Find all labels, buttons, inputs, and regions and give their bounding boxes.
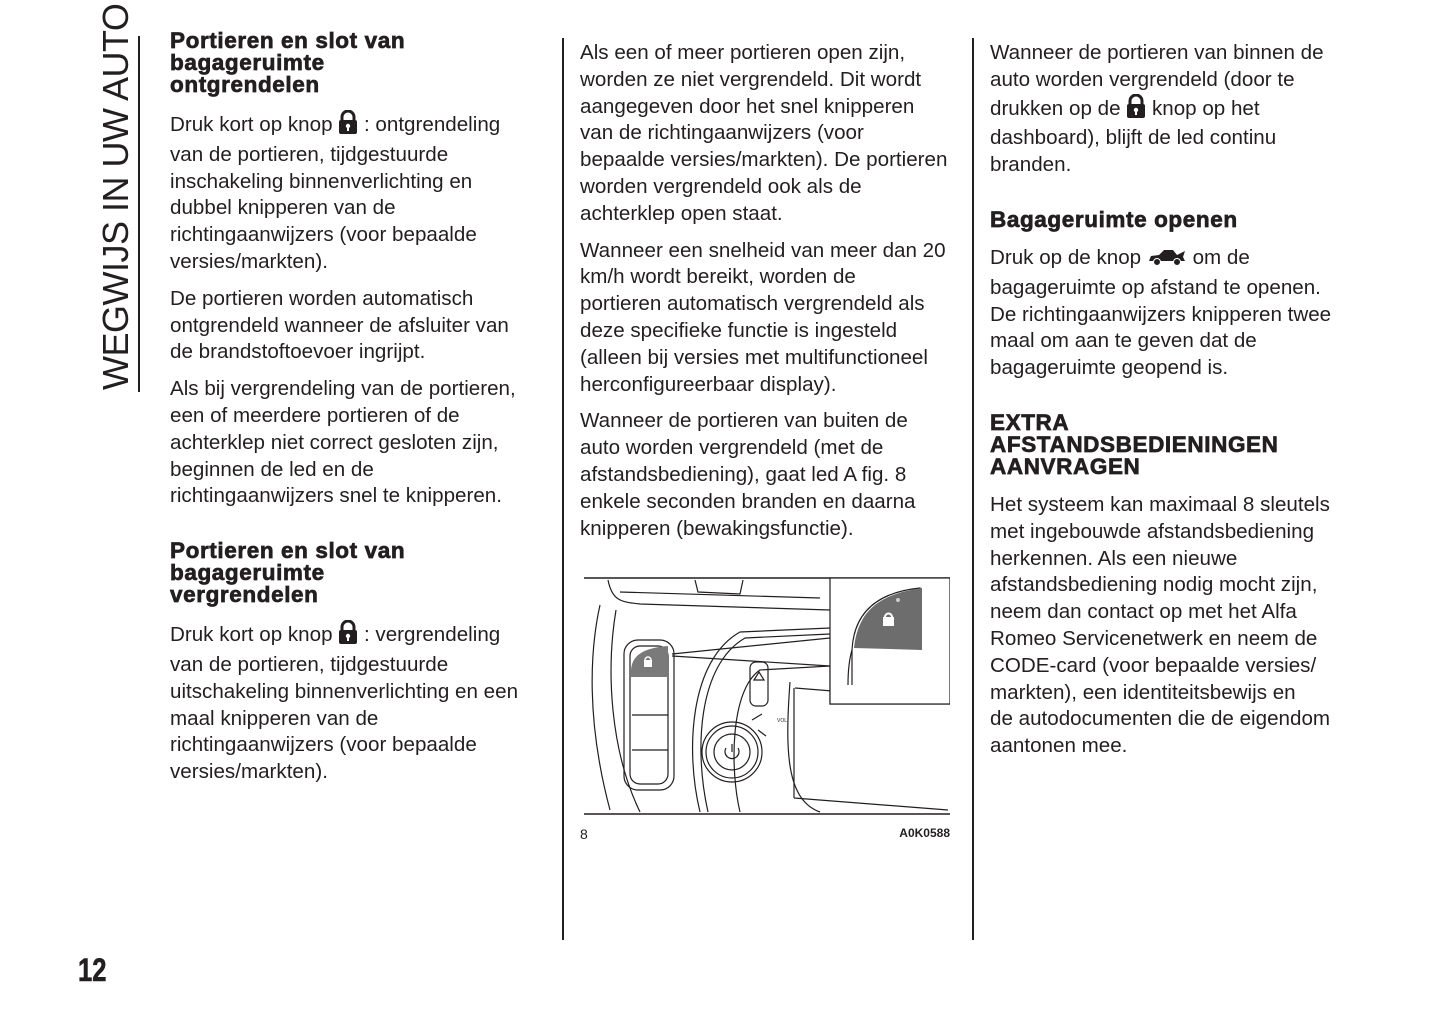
text-line: Wanneer de portieren van buiten de: [580, 409, 908, 433]
text-line: vergrendelen: [170, 582, 319, 608]
text-line: inschakeling binnenverlichting en: [170, 169, 473, 193]
paragraph: [580, 238, 970, 399]
text-line: achterklep open staat.: [580, 201, 783, 225]
paragraph: [170, 110, 560, 276]
section-heading: [170, 540, 560, 606]
text-segment: Druk op de knop: [990, 245, 1147, 269]
text-line: de autodocumenten die de eigendom: [990, 707, 1331, 731]
paragraph: [990, 245, 1370, 382]
text-line: CODE-card (voor bepaalde versies/: [990, 653, 1317, 677]
text-line: enkele seconden branden en daarna: [580, 489, 916, 513]
paragraph: [170, 620, 560, 786]
text-line: AANVRAGEN: [990, 453, 1141, 479]
text-line: herkennen. Als een nieuwe: [990, 546, 1238, 570]
paragraph: [990, 40, 1370, 179]
text-line: auto worden vergrendeld (met de: [580, 436, 884, 460]
section-heading: [990, 206, 1370, 232]
text-line: Bagageruimte openen: [990, 206, 1238, 232]
lock-icon: [1126, 94, 1146, 126]
section-side-title: WEGWIJS IN UW AUTO: [95, 3, 136, 390]
text-line: dashboard), blijft de led continu: [990, 126, 1277, 150]
text-line: worden ze niet vergrendeld. Dit wordt: [580, 67, 922, 91]
text-line: afstandsbediening), gaat led A fig. 8: [580, 462, 907, 486]
text-line: versies/markten).: [170, 760, 328, 784]
paragraph: [580, 40, 970, 228]
text-segment: : ontgrendeling: [358, 113, 501, 136]
lock-icon: [338, 620, 358, 652]
text-line: van de portieren, tijdgestuurde: [170, 652, 449, 676]
text-line: ontgrendelen: [170, 72, 320, 97]
text-line: EXTRA: [990, 409, 1070, 435]
text-line: met ingebouwde afstandsbediening: [990, 519, 1315, 543]
text-line: achterklep niet correct gesloten zijn,: [170, 430, 499, 454]
text-line: Wanneer een snelheid van meer dan 20: [580, 238, 946, 262]
text-line: bagageruimte: [170, 50, 325, 75]
paragraph: [990, 492, 1370, 760]
text-line: deze specifieke functie is ingesteld: [580, 318, 898, 342]
text-line: een of meerdere portieren of de: [170, 403, 460, 427]
text-line: maal om aan te geven dat de: [990, 329, 1257, 353]
section-heading: [990, 409, 1370, 479]
dashboard-illustration: [580, 570, 950, 820]
svg-text:VOL: VOL: [777, 718, 788, 725]
figure-code: A0K0588: [899, 826, 950, 841]
text-line: Als een of meer portieren open zijn,: [580, 41, 906, 64]
text-line: van de richtingaanwijzers (voor: [580, 121, 864, 145]
figure-8: [580, 570, 950, 842]
text-line: Het systeem kan maximaal 8 sleutels: [990, 492, 1330, 516]
text-line: AFSTANDSBEDIENINGEN: [990, 431, 1279, 457]
text-line: Portieren en slot van: [170, 538, 406, 564]
column-divider: [562, 38, 564, 940]
text-segment: Druk kort op knop: [170, 113, 339, 136]
column-2: [580, 30, 970, 842]
text-line: bagageruimte op afstand te openen.: [990, 275, 1321, 299]
paragraph: [580, 408, 970, 542]
text-line: Romeo Servicenetwerk en neem de: [990, 626, 1318, 650]
text-segment: drukken op de: [990, 96, 1127, 120]
text-line: aangegeven door het snel knipperen: [580, 94, 915, 118]
text-line: branden.: [990, 153, 1072, 177]
text-line: richtingaanwijzers (voor bepaalde: [170, 223, 477, 247]
text-line-with-icon: [170, 620, 560, 652]
text-segment: : vergrendeling: [358, 623, 501, 647]
column-divider: [972, 38, 974, 940]
text-line: bagageruimte: [170, 560, 325, 586]
text-line: herconfigureerbaar display).: [580, 372, 837, 396]
text-line: van de portieren, tijdgestuurde: [170, 142, 449, 166]
text-line: bepaalde versies/markten). De portieren: [580, 148, 948, 172]
text-line: afstandsbediening nodig mocht zijn,: [990, 573, 1318, 597]
side-title-rule: [138, 36, 140, 392]
paragraph: [170, 376, 560, 510]
text-line-with-icon: [990, 94, 1370, 126]
lock-icon: [338, 110, 358, 142]
text-line-with-icon: [170, 110, 560, 142]
text-line: richtingaanwijzers (voor bepaalde: [170, 733, 477, 757]
text-line: (alleen bij versies met multifunctioneel: [580, 345, 928, 369]
text-line: worden vergrendeld ook als de: [580, 174, 862, 198]
text-line: versies/markten).: [170, 249, 328, 273]
text-line: Als bij vergrendeling van de portieren,: [170, 377, 516, 401]
text-line: Portieren en slot van: [170, 28, 406, 53]
section-heading: [170, 30, 560, 96]
text-line: auto worden vergrendeld (door te: [990, 67, 1295, 91]
text-line: neem dan contact op met het Alfa: [990, 600, 1297, 624]
car-trunk-icon: [1147, 247, 1187, 275]
column-1: [170, 30, 560, 786]
page-number: 12: [78, 952, 107, 988]
text-line: De portieren worden automatisch: [170, 286, 474, 310]
text-line: richtingaanwijzers snel te knipperen.: [170, 484, 502, 508]
paragraph: [170, 286, 560, 366]
text-line: markten), een identiteitsbewijs en: [990, 680, 1296, 704]
text-line: De richtingaanwijzers knipperen twee: [990, 302, 1332, 326]
text-line: ontgrendeld wanneer de afsluiter van: [170, 313, 509, 337]
text-segment: om de: [1186, 245, 1250, 269]
text-line: portieren automatisch vergrendeld als: [580, 292, 925, 316]
text-line: de brandstoftoevoer ingrijpt.: [170, 340, 426, 364]
text-line: uitschakeling binnenverlichting en een: [170, 679, 519, 703]
text-line-with-icon: [990, 245, 1370, 275]
column-3: [990, 30, 1370, 760]
text-line: knipperen (bewakingsfunctie).: [580, 516, 854, 540]
text-line: km/h wordt bereikt, worden de: [580, 265, 856, 289]
text-segment: knop op het: [1146, 96, 1260, 120]
figure-number: 8: [580, 826, 588, 843]
text-line: bagageruimte geopend is.: [990, 356, 1229, 380]
text-line: maal knipperen van de: [170, 706, 379, 730]
text-segment: Druk kort op knop: [170, 623, 339, 647]
text-line: dubbel knipperen van de: [170, 196, 396, 220]
text-line: Wanneer de portieren van binnen de: [990, 41, 1324, 64]
text-line: beginnen de led en de: [170, 457, 374, 481]
text-line: aantonen mee.: [990, 734, 1128, 758]
